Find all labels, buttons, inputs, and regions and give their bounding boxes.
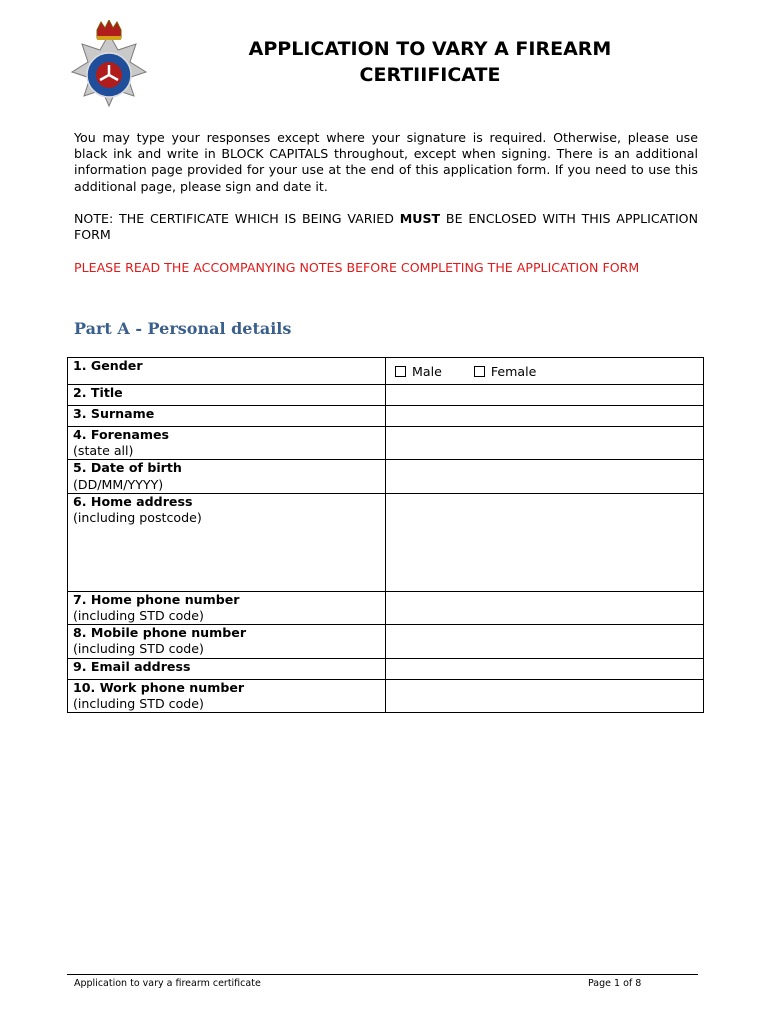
work-phone-label-cell	[68, 679, 386, 712]
table-row	[68, 427, 704, 460]
row-label: 2. Title	[73, 385, 123, 400]
male-checkbox[interactable]	[395, 366, 406, 377]
table-row	[68, 658, 704, 679]
note-suffix: BE ENCLOSED WITH THIS APPLICATION FORM	[74, 211, 698, 243]
title-input-cell[interactable]	[386, 385, 704, 406]
mobile-phone-label-cell	[68, 625, 386, 658]
gender-options-cell	[386, 358, 704, 385]
surname-input-cell[interactable]	[386, 406, 704, 427]
title-line-2: CERTIIFICATE	[359, 64, 501, 86]
title-label-cell	[68, 385, 386, 406]
row-label: 6. Home address	[73, 493, 193, 509]
personal-details-table	[67, 357, 704, 713]
email-input-cell[interactable]	[386, 658, 704, 679]
surname-label-cell	[68, 406, 386, 427]
row-label: 9. Email address	[73, 658, 191, 674]
forenames-label-cell	[68, 427, 386, 460]
row-label: 3. Surname	[73, 406, 155, 421]
female-option-label: Female	[490, 364, 537, 379]
home-phone-label-cell	[68, 591, 386, 624]
intro-paragraph: You may type your responses except where your signature is required. Otherwise, please use black ink and write in BLOCK CAPITALS throughout, except when signing. There is an additional information page provided for your use at the end of this application form. If you need to use this additional page, please sign and date it.	[74, 130, 698, 194]
table-row	[68, 625, 704, 658]
table-row	[68, 460, 704, 493]
row-label: 10. Work phone number	[73, 679, 245, 695]
table-row	[68, 493, 704, 591]
row-label: 4. Forenames	[73, 427, 170, 442]
gender-label-cell	[68, 358, 386, 385]
dob-label-cell	[68, 460, 386, 493]
row-hint: (including STD code)	[73, 695, 204, 711]
note-emphasis: MUST	[399, 211, 441, 226]
title-line-1: APPLICATION TO VARY A FIREARM	[248, 38, 612, 60]
row-label: 1. Gender	[73, 358, 143, 373]
row-hint: (state all)	[73, 443, 134, 459]
table-row	[68, 406, 704, 427]
row-hint: (including postcode)	[73, 510, 202, 526]
table-row	[68, 385, 704, 406]
male-option-label: Male	[412, 364, 442, 379]
home-address-input-cell[interactable]	[386, 493, 704, 591]
row-label: 5. Date of birth	[73, 460, 182, 476]
forenames-input-cell[interactable]	[386, 427, 704, 460]
email-label-cell	[68, 658, 386, 679]
page-title	[170, 36, 690, 88]
note-paragraph	[74, 211, 698, 243]
table-row	[68, 358, 704, 385]
police-crest-logo	[64, 20, 154, 112]
row-label: 8. Mobile phone number	[73, 625, 247, 641]
footer-page-number: Page 1 of 8	[588, 978, 642, 989]
note-prefix: NOTE: THE CERTIFICATE WHICH IS BEING VARIED	[74, 211, 400, 226]
female-checkbox[interactable]	[474, 366, 485, 377]
work-phone-input-cell[interactable]	[386, 679, 704, 712]
section-heading-part-a: Part A - Personal details	[74, 319, 292, 338]
row-hint: (including STD code)	[73, 608, 204, 624]
warning-text: PLEASE READ THE ACCOMPANYING NOTES BEFORE COMPLETING THE APPLICATION FORM	[74, 260, 640, 275]
footer-divider	[67, 974, 698, 975]
row-hint: (including STD code)	[73, 641, 204, 657]
footer-document-title: Application to vary a firearm certificate	[74, 978, 261, 989]
row-label: 7. Home phone number	[73, 591, 240, 607]
dob-input-cell[interactable]	[386, 460, 704, 493]
home-address-label-cell	[68, 493, 386, 591]
mobile-phone-input-cell[interactable]	[386, 625, 704, 658]
table-row	[68, 591, 704, 624]
home-phone-input-cell[interactable]	[386, 591, 704, 624]
table-row	[68, 679, 704, 712]
row-hint: (DD/MM/YYYY)	[73, 476, 164, 492]
